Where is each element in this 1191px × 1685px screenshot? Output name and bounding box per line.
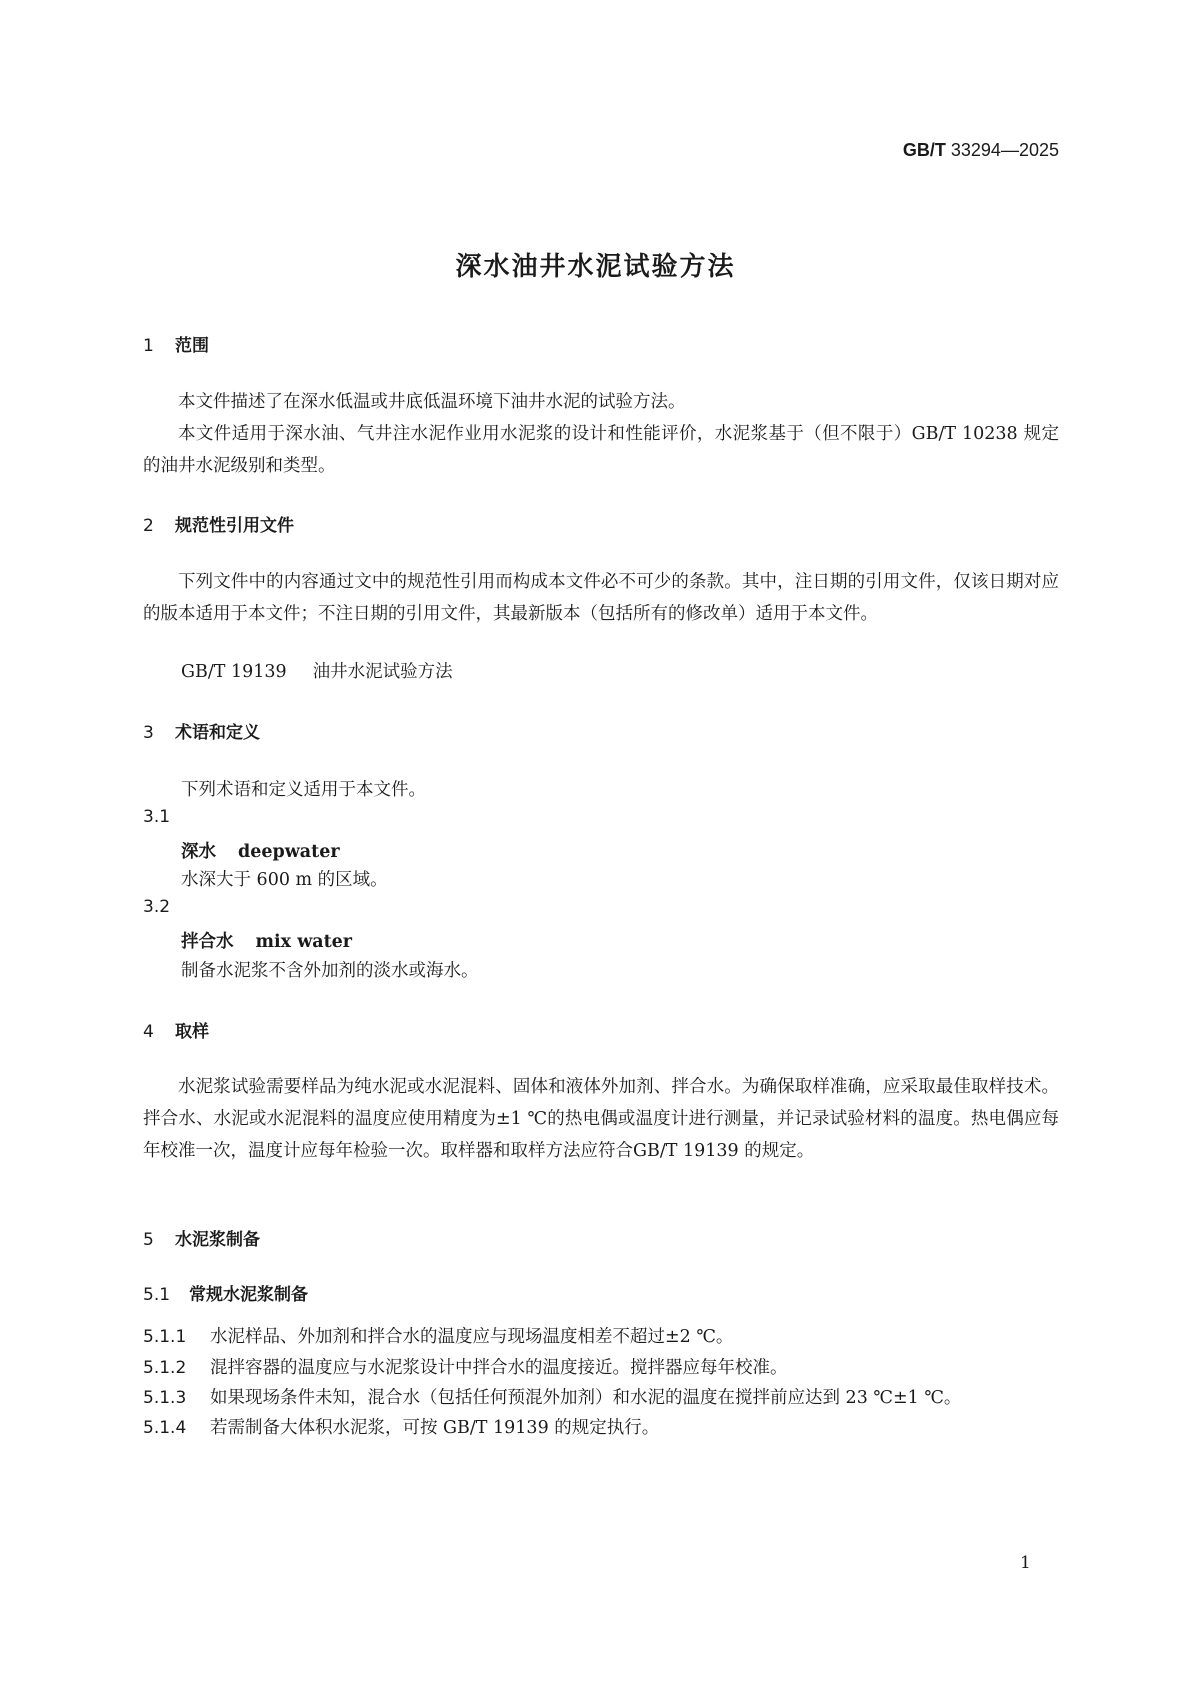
section-2-heading [143,511,294,536]
clause-text: 如果现场条件未知，混合水（包括任何预混外加剂）和水泥的温度在搅拌前应达到 23 ℃±1 ℃。 [210,1388,962,1408]
term-1 [181,838,340,863]
clause-number: 5.1.1 [143,1327,187,1347]
term-1-definition: 水深大于 600 m 的区域。 [181,870,388,890]
clause-5-1-1 [143,1323,733,1348]
clause-text: 水泥样品、外加剂和拌合水的温度应与现场温度相差不超过±2 ℃。 [210,1327,734,1347]
section-number: 3 [143,723,154,743]
section-1-paragraph-1: 本文件描述了在深水低温或井底低温环境下油井水泥的试验方法。 [178,392,686,412]
section-1-heading [143,331,209,356]
clause-number: 5.1.3 [143,1388,187,1408]
clause-5-1-2 [143,1354,788,1379]
section-3-heading [143,718,260,743]
section-4-heading [143,1017,209,1042]
subsection-title: 常规水泥浆制备 [189,1285,308,1305]
term-en: deepwater [238,842,340,862]
page-number: 1 [1020,1553,1031,1573]
term-2-number: 3.2 [143,897,171,917]
term-zh: 拌合水 [181,932,234,952]
section-4-paragraph-1: 水泥浆试验需要样品为纯水泥或水泥混料、固体和液体外加剂、拌合水。为确保取样准确，应采取最佳取样技术。拌合水、水泥或水泥混料的温度应使用精度为±1 ℃的热电偶或温度计进行测量，并记录试验材料的温度。热电偶应每年校准一次，温度计应每年检验一次。取样器和取样方法应符合GB/T 19139 的规定。 [143,1077,1059,1161]
term-zh: 深水 [181,842,216,862]
clause-text: 混拌容器的温度应与水泥浆设计中拌合水的温度接近。搅拌器应每年校准。 [210,1358,788,1378]
section-5-heading [143,1225,260,1250]
standard-number: 33294—2025 [950,140,1059,160]
term-2 [181,928,352,953]
section-2-paragraph-1: 下列文件中的内容通过文中的规范性引用而构成本文件必不可少的条款。其中，注日期的引用文件，仅该日期对应的版本适用于本文件；不注日期的引用文件，其最新版本（包括所有的修改单）适用于本文件。 [143,572,1059,624]
standard-code [0,140,1059,161]
section-title: 范围 [175,336,209,356]
clause-number: 5.1.4 [143,1418,187,1438]
section-title: 术语和定义 [175,723,260,743]
section-1-paragraph-2: 本文件适用于深水油、气井注水泥作业用水泥浆的设计和性能评价，水泥浆基于（但不限于）GB/T 10238 规定的油井水泥级别和类型。 [143,424,1059,476]
clause-5-1-3 [143,1384,961,1409]
clause-number: 5.1.2 [143,1358,187,1378]
term-en: mix water [255,932,353,952]
section-number: 5 [143,1230,154,1250]
term-1-number: 3.1 [143,807,171,827]
subsection-number: 5.1 [143,1285,171,1305]
section-number: 4 [143,1022,154,1042]
section-title: 取样 [175,1022,209,1042]
reference-title: 油井水泥试验方法 [312,662,453,682]
section-3-intro: 下列术语和定义适用于本文件。 [181,780,426,800]
section-title: 水泥浆制备 [175,1230,260,1250]
reference-code: GB/T 19139 [181,662,287,682]
clause-5-1-4 [143,1414,659,1439]
clause-text: 若需制备大体积水泥浆，可按 GB/T 19139 的规定执行。 [210,1418,660,1438]
subsection-5-1-heading [143,1280,308,1305]
section-title: 规范性引用文件 [175,516,294,536]
normative-reference [181,658,453,683]
document-title: 深水油井水泥试验方法 [455,252,736,282]
section-number: 2 [143,516,154,536]
term-2-definition: 制备水泥浆不含外加剂的淡水或海水。 [181,961,479,981]
section-number: 1 [143,336,154,356]
standard-prefix: GB/T [902,140,946,160]
